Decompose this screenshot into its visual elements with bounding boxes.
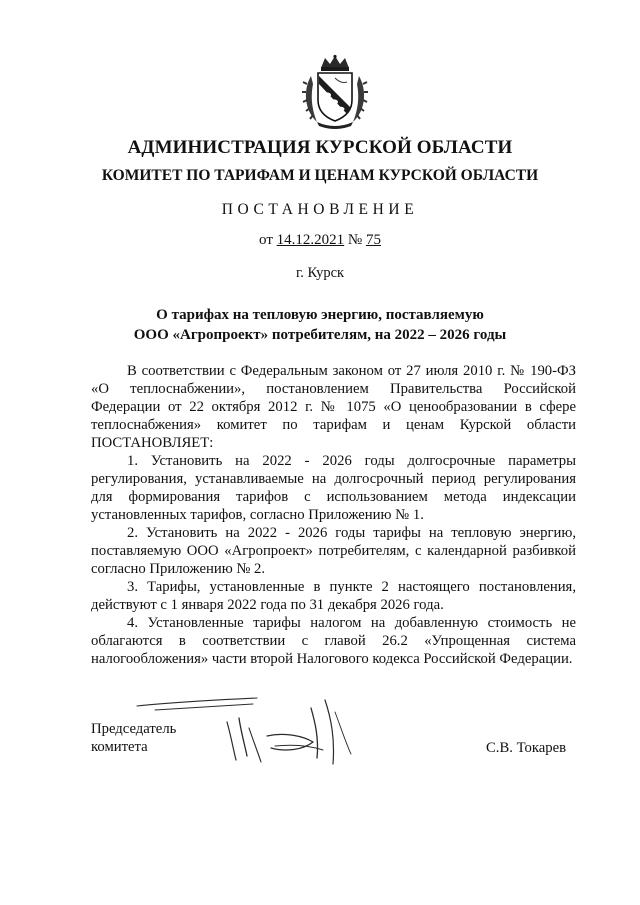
item-paragraph-1: 1. Установить на 2022 - 2026 годы долгосрочные параметры регулирования, устанавливаемые на долгосрочный период регулирования для формирования тарифов с использованием метода индексации установленных тарифов, согласно Приложению № 1. xyxy=(91,453,576,523)
subject-line-2: ООО «Агропроект» потребителям, на 2022 – 2026 годы xyxy=(133,327,507,343)
committee-title: КОМИТЕТ ПО ТАРИФАМ И ЦЕНАМ КУРСКОЙ ОБЛАСТИ xyxy=(101,167,539,184)
date-prefix: от xyxy=(259,232,277,248)
number-sign: № xyxy=(344,232,366,248)
org-title: АДМИНИСТРАЦИЯ КУРСКОЙ ОБЛАСТИ xyxy=(127,137,513,158)
signatory-title-line-1: Председатель xyxy=(91,721,177,737)
document-date-line xyxy=(0,232,640,249)
preamble-paragraph: В соответствии с Федеральным законом от 27 июля 2010 г. № 190-ФЗ «О теплоснабжении», постановлением Правительства Российской Федерации от 22 октября 2012 г. № 1075 «О ценообразовании в сфере теплоснабжения» комитет по тарифам и ценам Курской области ПОСТАНОВЛЯЕТ: xyxy=(91,363,576,451)
item-paragraph-4: 4. Установленные тарифы налогом на добавленную стоимость не облагаются в соответствии с главой 26.2 «Упрощенная система налогообложения» части второй Налогового кодекса Российской Федерации. xyxy=(91,615,576,667)
document-type: ПОСТАНОВЛЕНИЕ xyxy=(221,201,419,218)
signatory-name: С.В. Токарев xyxy=(486,740,567,756)
document-city: г. Курск xyxy=(295,265,345,281)
document-date: 14.12.2021 xyxy=(276,232,345,248)
item-paragraph-3: 3. Тарифы, установленные в пункте 2 настоящего постановления, действуют с 1 января 2022 года по 31 декабря 2026 года. xyxy=(91,579,576,613)
document-body xyxy=(91,362,576,668)
document-subject xyxy=(0,305,640,345)
kursk-coat-of-arms-icon xyxy=(301,54,369,130)
item-paragraph-2: 2. Установить на 2022 - 2026 годы тарифы на тепловую энергию, поставляемую ООО «Агропроект» потребителям, с календарной разбивкой согласно Приложению № 2. xyxy=(91,525,576,577)
signatory-title-line-2: комитета xyxy=(91,739,148,755)
document-number: 75 xyxy=(365,232,381,248)
signatory-title xyxy=(91,720,176,756)
subject-line-1: О тарифах на тепловую энергию, поставляемую xyxy=(156,307,484,323)
